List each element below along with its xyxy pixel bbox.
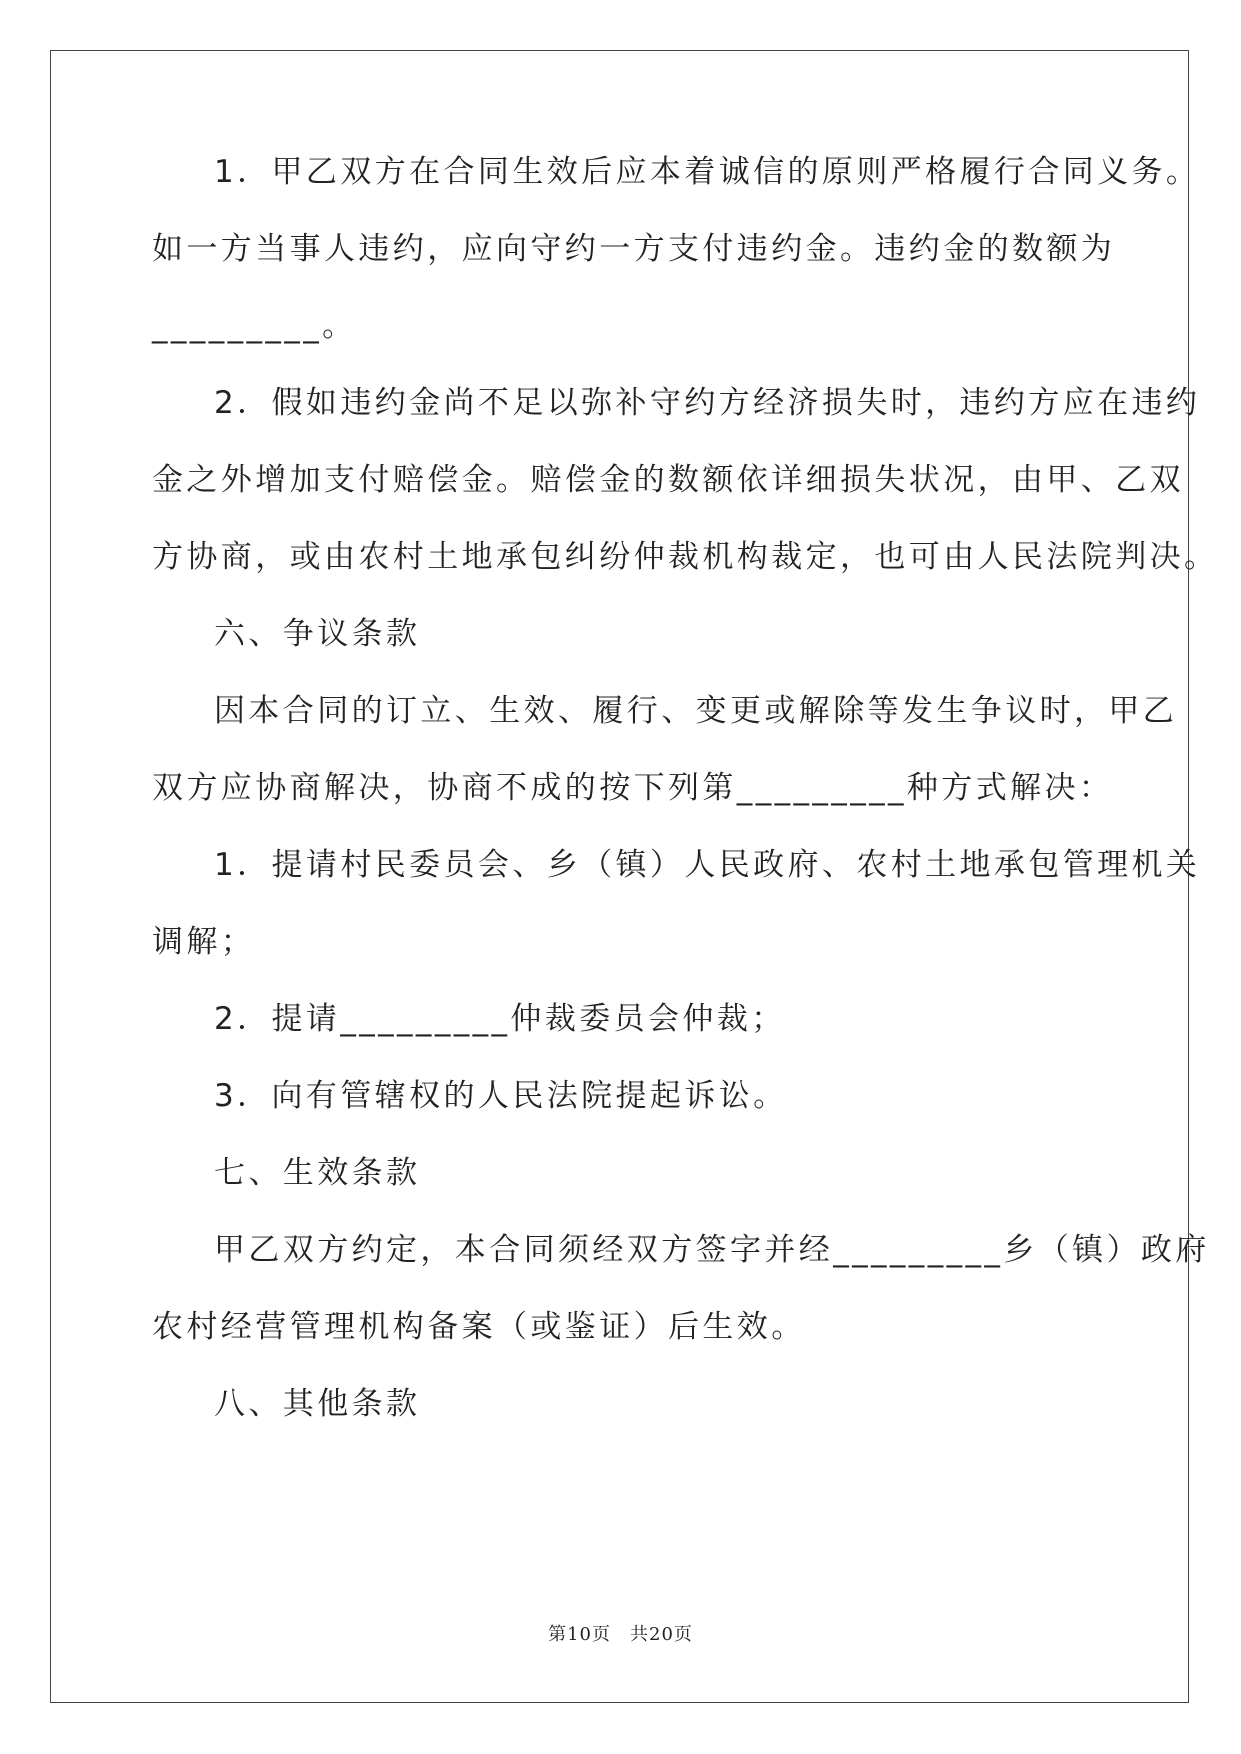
clause-5-2-line-2: 金之外增加支付赔偿金。赔偿金的数额依详细损失状况，由甲、乙双 (152, 462, 1184, 498)
section-8-heading: 八、其他条款 (214, 1386, 421, 1422)
dispute-option-1-line-1: 1．提请村民委员会、乡（镇）人民政府、农村土地承包管理机关 (214, 847, 1201, 883)
clause-5-1-line-2: 如一方当事人违约，应向守约一方支付违约金。违约金的数额为 (152, 231, 1116, 267)
dispute-option-2: 2．提请_________仲裁委员会仲裁； (214, 1001, 786, 1037)
clause-5-1-line-3: _________。 (152, 308, 357, 344)
section-6-body-line-2: 双方应协商解决，协商不成的按下列第_________种方式解决： (152, 770, 1114, 806)
section-6-heading: 六、争议条款 (214, 616, 421, 652)
clause-5-1-line-1: 1．甲乙双方在合同生效后应本着诚信的原则严格履行合同义务。 (214, 154, 1201, 190)
section-7-heading: 七、生效条款 (214, 1155, 421, 1191)
page-number-footer: 第10页 共20页 (548, 1624, 693, 1645)
clause-5-2-line-1: 2．假如违约金尚不足以弥补守约方经济损失时，违约方应在违约 (214, 385, 1201, 421)
dispute-option-1-line-2: 调解； (152, 924, 256, 960)
clause-5-2-line-3: 方协商，或由农村土地承包纠纷仲裁机构裁定，也可由人民法院判决。 (152, 539, 1219, 575)
section-7-body-line-2: 农村经营管理机构备案（或鉴证）后生效。 (152, 1309, 806, 1345)
dispute-option-3: 3．向有管辖权的人民法院提起诉讼。 (214, 1078, 788, 1114)
section-6-body-line-1: 因本合同的订立、生效、履行、变更或解除等发生争议时，甲乙 (214, 693, 1178, 729)
section-7-body-line-1: 甲乙双方约定，本合同须经双方签字并经_________乡（镇）政府 (214, 1232, 1210, 1268)
